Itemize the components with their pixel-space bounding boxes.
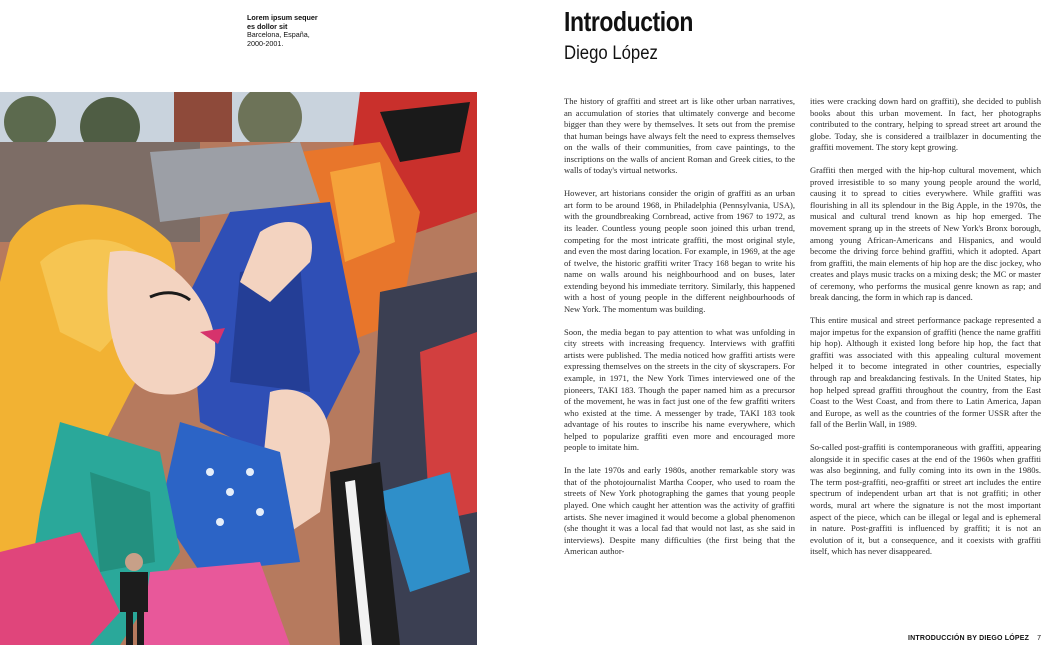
- caption-title-line2: es dollor sit: [247, 21, 288, 31]
- page-number: 7: [1037, 635, 1041, 642]
- photo-caption: [247, 14, 357, 48]
- paragraph: However, art historians consider the origin of graffiti as an urban art form to be around 1968, in Philadelphia (Pennsylvania, USA), with the groundbreaking Cornbread, active from 1967 to 1972, as its leader. Countless young people soon joined this urban trend, competing for the most intricate graffiti, the most original style, and even the most daring location. For example, in 1969, at the age of twelve, the historic graffiti writer Tracy 168 began to write his name on walls around his neighbourhood and on buses, later extending beyond his immediate territory. Similarly, this happened with a host of young people in the different neighbourhoods of New York. The momentum was building.: [564, 188, 795, 314]
- running-footer: INTRODUCCIÓN BY DIEGO LÓPEZ: [907, 635, 1030, 642]
- author-name: Diego López: [564, 43, 658, 64]
- page-footer: [908, 635, 1041, 642]
- page-title: Introduction: [564, 6, 693, 37]
- paragraph: In the late 1970s and early 1980s, another remarkable story was that of the photojournalist Martha Cooper, who used to roam the streets of New York photographing the games that young people played. One which caught her attention was the activity of graffiti artists. She never imagined it would become a global phenomenon (she thought it was a local fad that would not last, as she said in interviews). Despite many difficulties (the first being that the American author-: [564, 465, 795, 557]
- paragraph: So-called post-graffiti is contemporaneous with graffiti, appearing alongside it in specific cases at the end of the 1960s when graffiti was also beginning, and fully coming into its own in the 1980s. The term post-graffiti, neo-graffiti or street art includes the entire spectrum of independent urban art that is not graffiti; in other words, mural art where the signature is not the most important aspect of the piece, which can be illegal or legal and is ephemeral in nature. Post-graffiti is influenced by graffiti; it is not an evolution of it, but a consequence, and it coexists with graffiti itself, which has never disappeared.: [810, 442, 1041, 557]
- paragraph: The history of graffiti and street art is like other urban narratives, an accumulation of stories that ultimately converge and become bigger than they were by themselves. It sets out from the premise that human beings have always felt the need to express themselves on the walls of their communities, from cave paintings, to the inscriptions on the walls of ancient Roman and Greek cities, to the walls of today's virtual networks.: [564, 96, 795, 176]
- caption-location: Barcelona, España,: [247, 30, 310, 40]
- text-column-1: [564, 96, 795, 569]
- caption-years: 2000-2001.: [247, 38, 284, 48]
- mural-photo: [0, 92, 477, 645]
- mural-illustration: [0, 92, 477, 645]
- paragraph: ities were cracking down hard on graffiti), she decided to publish books about this urban movement. In fact, her photographs contributed to the contrary, helping to spread street art around the globe. Today, she is considered a trailblazer in documenting the graffiti movement. The story kept growing.: [810, 96, 1041, 153]
- paragraph: This entire musical and street performance package represented a major impetus for the expansion of graffiti (hence the name graffiti hip hop). Although it existed long before hip hop, the fact that graffiti was associated with this appealing cultural movement helped it to become integrated in other countries, especially through rap and breakdancing festivals. In the United States, hip hop helped spread graffiti throughout the country, from the East Coast to the West Coast, and from there to Latin America, Japan and Europe, as well as the countries of the former USSR after the fall of the Berlin Wall, in 1989.: [810, 315, 1041, 430]
- text-column-2: [810, 96, 1041, 569]
- paragraph: Graffiti then merged with the hip-hop cultural movement, which proved irresistible to so many young people around the world, causing it to spread to cities everywhere. While graffiti was flourishing in all its splendour in the Big Apple, in the 1970s, the musical and cultural trend known as hip hop emerged. The movement sprang up in the streets of New York's Bronx borough, among young African-Americans and Hispanics, and would become the driving force behind graffiti, which it adopted. Apart from graffiti, the main elements of hip hop are the disc jockey, who creates and plays music tracks on a mixing desk; the MC or master of ceremony, who performs the musical genre known as rap; and break dancing, the form in which rap is danced.: [810, 165, 1041, 303]
- paragraph: Soon, the media began to pay attention to what was unfolding in city streets with increasing frequency. Interviews with graffiti artists were published. The media noticed how graffiti artists were expressing themselves on the streets in the city of skyscrapers. For example, in 1971, the New York Times interviewed one of the pioneers, TAKI 183. Though the paper named him as a precursor of the movement, he was in fact just one of the few graffiti writers who existed at the time. A messenger by trade, TAKI 183 took advantage of his routes to inscribe his name everywhere, which helped to popularize graffiti even more and encouraged more people to imitate him.: [564, 326, 795, 453]
- caption-title-line1: Lorem ipsum sequer: [247, 13, 318, 22]
